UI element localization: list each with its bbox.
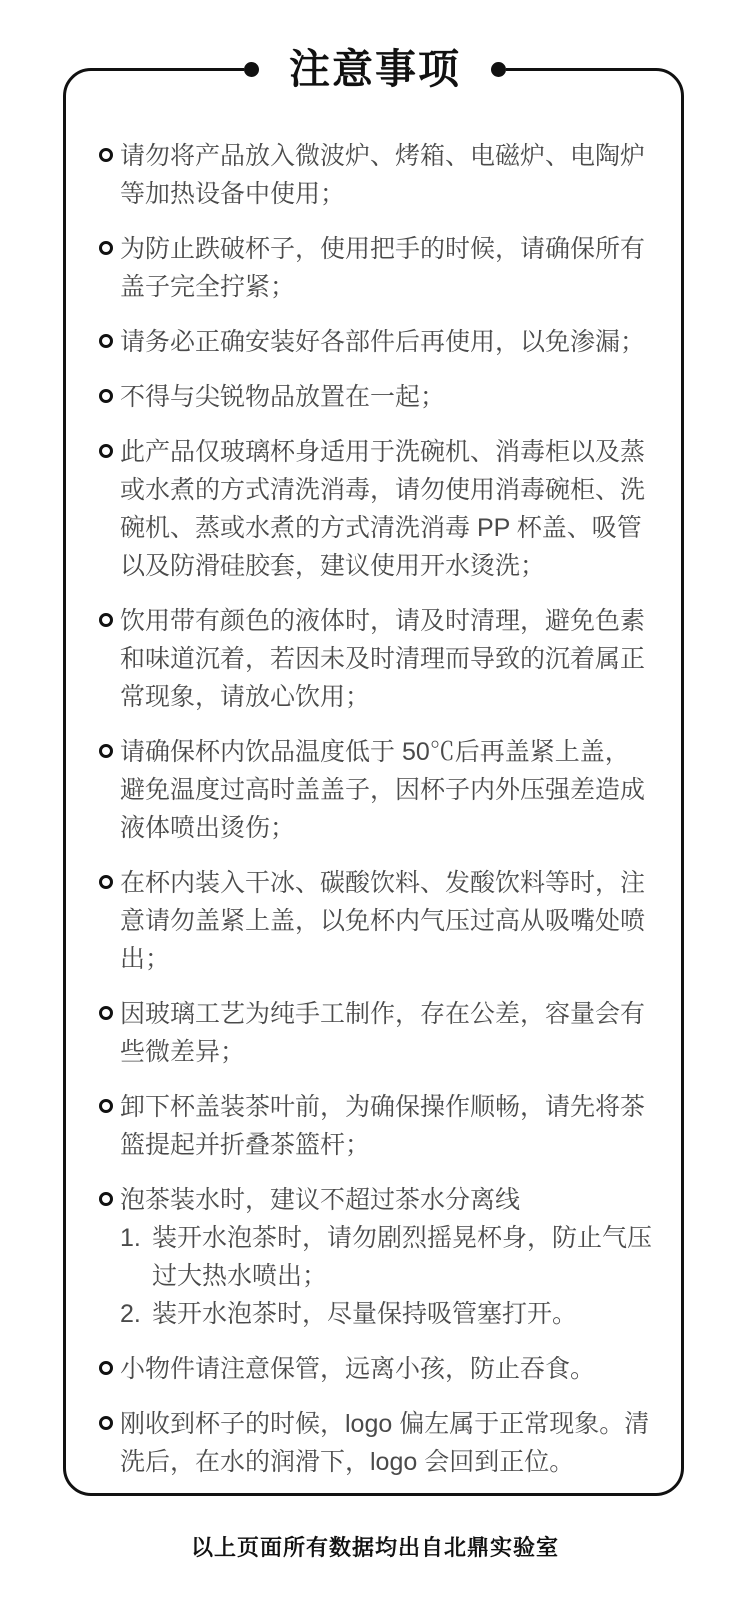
circle-bullet-icon <box>99 1099 113 1113</box>
circle-bullet-icon <box>99 1416 113 1430</box>
notice-item <box>99 1088 653 1164</box>
notice-text: 泡茶装水时，建议不超过茶水分离线 <box>120 1186 521 1214</box>
notice-item <box>99 995 653 1071</box>
page-title: 注意事项 <box>289 46 461 92</box>
circle-bullet-icon <box>99 1006 113 1020</box>
circle-bullet-icon <box>99 1192 113 1206</box>
notice-text: 在杯内装入干冰、碳酸饮料、发酸饮料等时，注意请勿盖紧上盖，以免杯内气压过高从吸嘴处喷出； <box>120 869 646 973</box>
notice-text: 为防止跌破杯子，使用把手的时候，请确保所有盖子完全拧紧； <box>120 235 646 301</box>
circle-bullet-icon <box>99 148 113 162</box>
notice-item <box>99 1405 653 1481</box>
notice-border-box <box>63 68 684 1496</box>
notice-text: 饮用带有颜色的液体时，请及时清理，避免色素和味道沉着，若因未及时清理而导致的沉着属正常现象，请放心饮用； <box>120 607 646 711</box>
notice-text: 刚收到杯子的时候，logo 偏左属于正常现象。清洗后，在水的润滑下，logo 会回到正位。 <box>120 1410 650 1476</box>
circle-bullet-icon <box>99 389 113 403</box>
notice-text: 此产品仅玻璃杯身适用于洗碗机、消毒柜以及蒸或水煮的方式清洗消毒，请勿使用消毒碗柜、洗碗机、蒸或水煮的方式清洗消毒 PP 杯盖、吸管以及防滑硅胶套，建议使用开水烫洗； <box>120 438 646 580</box>
circle-bullet-icon <box>99 334 113 348</box>
sub-item-text: 装开水泡茶时，尽量保持吸管塞打开。 <box>152 1300 578 1328</box>
notice-item <box>99 433 653 585</box>
notice-text: 卸下杯盖装茶叶前，为确保操作顺畅，请先将茶篮提起并折叠茶篮杆； <box>120 1093 646 1159</box>
circle-bullet-icon <box>99 241 113 255</box>
notice-item <box>99 1350 653 1388</box>
notice-sub-list <box>120 1219 653 1333</box>
notice-item <box>99 733 653 847</box>
notice-sub-item <box>120 1295 653 1333</box>
circle-bullet-icon <box>99 444 113 458</box>
sub-item-number: 1. <box>120 1224 141 1252</box>
notice-list <box>99 137 653 1481</box>
page-header <box>244 41 506 97</box>
title-left-dot-icon <box>244 62 259 77</box>
notice-item <box>99 864 653 978</box>
circle-bullet-icon <box>99 875 113 889</box>
title-right-dot-icon <box>491 62 506 77</box>
notice-text: 不得与尖锐物品放置在一起； <box>120 383 446 411</box>
notice-item <box>99 602 653 716</box>
notice-text: 小物件请注意保管，远离小孩，防止吞食。 <box>120 1355 596 1383</box>
notice-item <box>99 378 653 416</box>
notice-text: 请确保杯内饮品温度低于 50℃后再盖紧上盖，避免温度过高时盖盖子，因杯子内外压强差造成液体喷出烫伤； <box>120 738 646 842</box>
notice-text: 请务必正确安装好各部件后再使用，以免渗漏； <box>120 328 646 356</box>
sub-item-text: 装开水泡茶时，请勿剧烈摇晃杯身，防止气压过大热水喷出； <box>152 1224 653 1290</box>
circle-bullet-icon <box>99 613 113 627</box>
notice-item-with-sublist <box>99 1181 653 1333</box>
circle-bullet-icon <box>99 744 113 758</box>
notice-sub-item <box>120 1219 653 1295</box>
sub-item-number: 2. <box>120 1300 141 1328</box>
notice-item <box>99 230 653 306</box>
circle-bullet-icon <box>99 1361 113 1375</box>
notice-item <box>99 137 653 213</box>
notice-text: 因玻璃工艺为纯手工制作，存在公差，容量会有些微差异； <box>120 1000 646 1066</box>
data-source-footer: 以上页面所有数据均出自北鼎实验室 <box>190 1535 559 1560</box>
notice-text: 请勿将产品放入微波炉、烤箱、电磁炉、电陶炉等加热设备中使用； <box>120 142 646 208</box>
notice-item <box>99 323 653 361</box>
